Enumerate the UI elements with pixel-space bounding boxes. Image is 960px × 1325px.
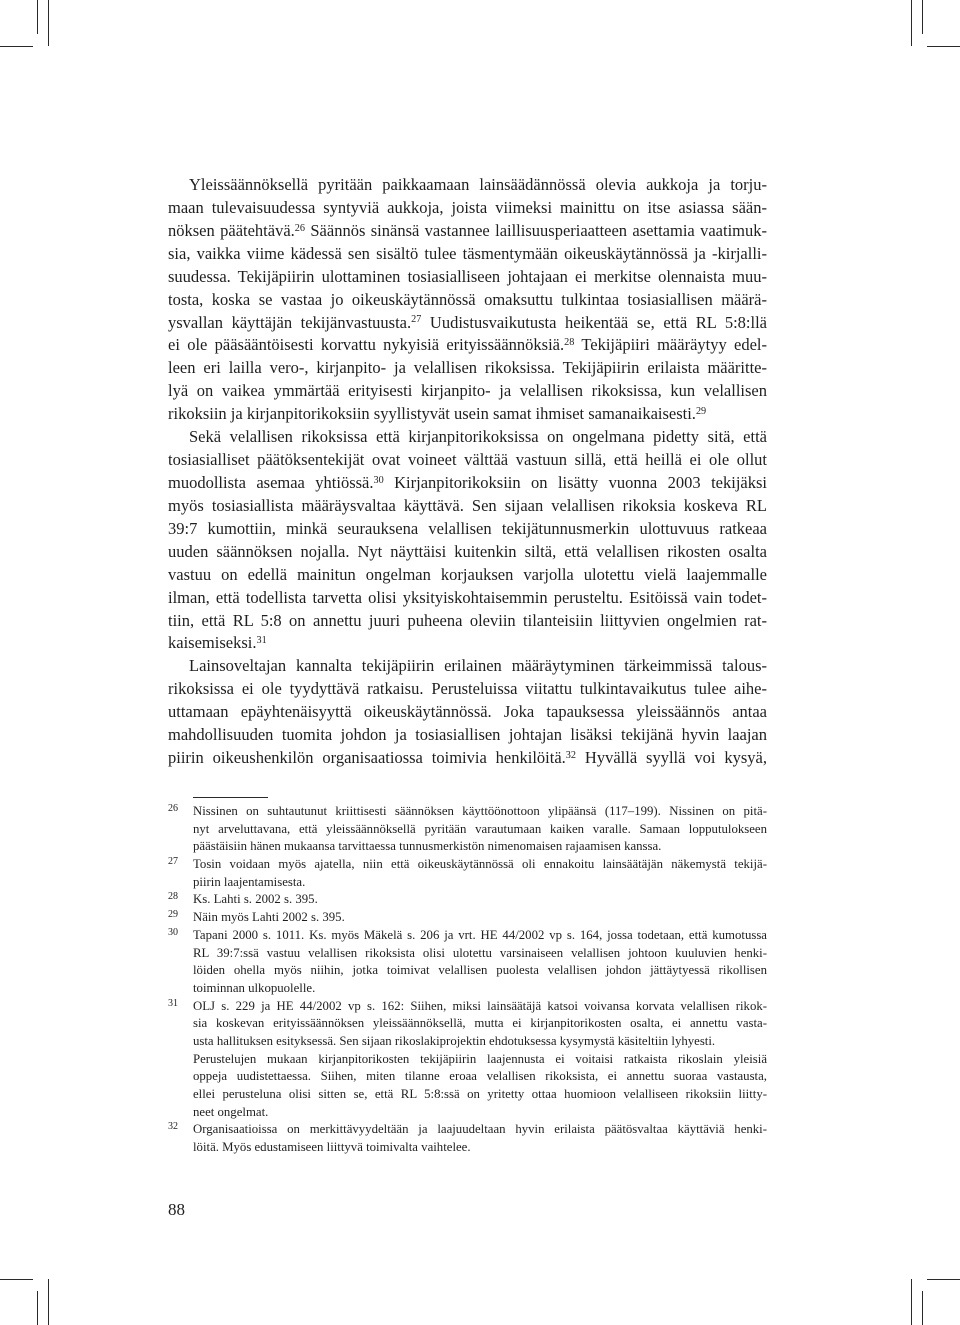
- footnote-number: 29: [168, 909, 178, 921]
- footnote: [168, 909, 767, 927]
- footnote-number: 26: [168, 803, 178, 814]
- footnote-reference: 26: [294, 222, 305, 234]
- text-line: [168, 632, 767, 655]
- text-segment: ysvallan käyttäjän tekijänvastuusta.: [168, 312, 412, 332]
- footnote: [168, 927, 767, 998]
- text-line: tosta, koska se vastaa jo oikeuskäytännössä omaksuttu tulkintaa tosiasiallisen määrä-: [168, 289, 767, 309]
- footnote-number: 27: [168, 856, 178, 868]
- footnote-line: Organisaatioissa on merkittävyydeltään ja laajuudeltaan hyvin erilaista päätösvaltaa käyttäviä henki-: [193, 1122, 767, 1137]
- crop-mark-line: [0, 1279, 33, 1280]
- text-segment: Kirjanpitorikoksiin on lisätty vuonna 2003 tekijäksi: [383, 472, 767, 492]
- text-segment: Hyvällä syyllä voi kysyä,: [576, 748, 767, 768]
- footnote-line: OLJ s. 229 ja HE 44/2002 vp s. 162: Siihen, miksi lainsäätäjä katsoi voivansa korvata velallisen rikok-: [193, 998, 767, 1013]
- text-segment: muodollista asemaa yhtiössä.: [168, 472, 374, 492]
- footnote-reference: 29: [695, 406, 707, 418]
- text-segment: ei ole pääsääntöisesti korvattu nykyisiä erityissäännöksiä.: [168, 335, 565, 355]
- text-segment: Uudistusvaikutusta heikentää se, että RL 5:8:llä: [421, 312, 767, 332]
- text-line: leen eri lailla vero-, kirjanpito- ja velallisen rikoksissa. Tekijäpiirin erilaista määritte-: [168, 358, 767, 378]
- text-line: [168, 403, 767, 426]
- footnote-number: 32: [168, 1121, 178, 1133]
- footnotes: [168, 803, 767, 1157]
- footnote-line: Perustelujen mukaan kirjanpitorikosten tekijäpiirin laajennusta ei voitaisi ratkaista rikoslain yleisiä: [193, 1051, 767, 1066]
- text-line: [168, 747, 767, 770]
- crop-mark-line: [37, 0, 38, 34]
- page-number: 88: [168, 1200, 185, 1219]
- text-line: tosiasialliset päätöksentekijät ovat voineet välttää vastuun sillä, että heillä ei ole ollut: [168, 450, 767, 470]
- footnote-line: ellei perusteluna olisi sitten se, että RL 5:8:ssä on yritetty ottaa huomioon velalliseen rikoksiin liitty-: [193, 1087, 767, 1101]
- footnote-reference: 31: [256, 635, 267, 647]
- footnote-separator: [193, 797, 268, 798]
- crop-mark-line: [48, 1279, 49, 1325]
- text-line: sia, vaikka viime kädessä sen sisältö tulee täsmentymään oikeuskäytännössä ja -kirjalli-: [168, 243, 767, 263]
- crop-mark-line: [911, 1279, 912, 1325]
- footnote: [168, 998, 767, 1122]
- text-line: Sekä velallisen rikoksissa että kirjanpitorikoksissa on ongelmana pidetty sitä, että: [189, 427, 767, 447]
- text-line: Yleissäännöksellä pyritään paikkaamaan lainsäädännössä olevia aukkoja ja torju-: [189, 175, 767, 194]
- crop-mark-line: [0, 46, 33, 47]
- footnote: [168, 1121, 767, 1156]
- body-text: [168, 174, 767, 770]
- footnote: [168, 803, 767, 856]
- crop-mark-line: [37, 1291, 38, 1325]
- paragraph: [168, 655, 767, 770]
- footnote-number: 28: [168, 891, 178, 903]
- footnote-number: 31: [168, 997, 178, 1009]
- text-line: uttamaan epäyhtenäisyyttä oikeuskäytännössä. Joka tapauksessa yleissäännös antaa: [168, 702, 767, 722]
- crop-mark-line: [911, 0, 912, 46]
- footnote-line: oppeja uudistettaessa. Siihen, miten tilanne eroaa velallisen rikoksista, ei annettu suoraa vastausta,: [193, 1069, 767, 1084]
- text-line: [168, 334, 767, 357]
- text-line: uuden säännöksen nojalla. Nyt näyttäisi kuitenkin siltä, että velallisen rikosten osalta: [168, 541, 767, 561]
- text-line: [168, 220, 767, 243]
- text-line: [168, 312, 767, 335]
- footnote: [168, 891, 767, 909]
- text-line: mahdollisuuden tuomita johdon ja tosiasiallisen johtajan lisäksi tekijänä hyvin laajan: [168, 725, 767, 745]
- text-line: vastuu on edellä mainitun ongelman korjauksen varjolla ulotettu vielä laajemmalle: [168, 564, 767, 584]
- crop-mark-line: [922, 0, 923, 34]
- crop-mark-line: [48, 0, 49, 46]
- footnote-number: 30: [168, 926, 178, 938]
- footnote-reference: 28: [564, 337, 575, 349]
- crop-mark-line: [927, 46, 960, 47]
- footnote-line: Tapani 2000 s. 1011. Ks. myös Mäkelä s. 206 ja vrt. HE 44/2002 vp s. 164, jossa todetaan, että kumotussa: [193, 927, 767, 942]
- footnote-line: RL 39:7:ssä vastuu velallisen rikoksista olisi ulotettu varsinaiseen velallisen johtoon kuuluvien henki-: [193, 945, 767, 960]
- text-line: Lainsoveltajan kannalta tekijäpiirin erilainen määräytyminen tärkeimmissä talous-: [189, 656, 767, 676]
- footnote-line: Näin myös Lahti 2002 s. 395.: [193, 910, 345, 925]
- footnote-line: neet ongelmat.: [193, 1104, 269, 1119]
- footnote-line: löitä. Myös edustamiseen liittyvä toimivalta vaihtelee.: [193, 1140, 471, 1155]
- text-segment: kaisemiseksi.: [168, 633, 257, 653]
- text-line: ilman, että todellista tarvetta olisi yksityiskohtaisemmin perusteltu. Esitöissä vain todet-: [168, 587, 767, 607]
- crop-mark-line: [922, 1291, 923, 1325]
- paragraph: [168, 426, 767, 655]
- text-line: lyä on vaikea ymmärtää erityisesti kirjanpito- ja velallisen rikoksissa, kun velallisen: [168, 381, 767, 401]
- footnote-line: päästäisiin hänen mukaansa tarvittaessa tunnusmerkistön nimenomaisen rajaamisen kanssa.: [193, 839, 662, 854]
- footnote-reference: 27: [411, 314, 422, 326]
- paragraph: [168, 174, 767, 426]
- footnote-line: sia koskevan erityissäännöksen yleissäännöksellä, mutta ei kirjanpitorikosten osalta, ei annettu vasta-: [193, 1016, 767, 1031]
- footnote-line: Ks. Lahti s. 2002 s. 395.: [193, 892, 318, 907]
- text-line: suudessa. Tekijäpiirin ulottaminen tosiasialliseen johtajaan ei merkitse olennaista muu-: [168, 266, 767, 286]
- text-line: rikoksissa ei ole tyydyttävä ratkaisu. Perusteluissa viitattu tulkintavaikutus tulee aihe-: [168, 679, 767, 699]
- footnote-reference: 30: [373, 474, 384, 486]
- text-segment: rikoksiin ja kirjanpitorikoksiin syyllistyvät usein samat ihmiset samanaikaisesti.: [168, 404, 696, 424]
- footnote-line: usta hallituksen esityksessä. Sen sijaan rikoslakiprojektin ehdotuksessa kysymystä käsiteltiin lyhyesti.: [193, 1033, 716, 1048]
- footnote-line: löiden ohella myös niihin, jotka toimivat velallisen puolesta velallisen johdon jättäytyessä rikollisen: [193, 963, 767, 978]
- footnote-line: Tosin voidaan myös ajatella, niin että oikeuskäytännössä oli ennakoitu lainsäätäjän näkemystä tekijä-: [193, 857, 767, 872]
- footnote-reference: 32: [565, 749, 577, 761]
- text-segment: Säännös sinänsä vastannee laillisuusperiaatteen asettamia vaatimuk-: [305, 220, 768, 240]
- text-line: tiin, että RL 5:8 on annettu juuri puheena oleviin tilanteisiin liittyvien ongelmien rat-: [168, 610, 767, 630]
- text-line: maan tulevaisuudessa syntyviä aukkoja, joista viimeksi mainittu on itse asiassa sään-: [168, 197, 767, 217]
- text-segment: Tekijäpiiri määräytyy edel-: [574, 335, 767, 355]
- text-segment: nöksen päätehtävä.: [168, 220, 295, 240]
- footnote: [168, 856, 767, 891]
- text-line: 39:7 kumottiin, minkä seurauksena velallisen tekijätunnusmerkin ulottuvuus ratkeaa: [168, 518, 767, 538]
- crop-mark-line: [927, 1279, 960, 1280]
- text-line: myös tosiasiallista määräysvaltaa käyttävä. Sen sijaan velallisen rikoksia koskeva RL: [168, 495, 767, 515]
- footnote-line: piirin laajentamisesta.: [193, 874, 306, 889]
- text-segment: piirin oikeushenkilön organisaatiossa toimivia henkilöitä.: [168, 748, 566, 768]
- footnote-line: Nissinen on suhtautunut kriittisesti säännöksen käyttöönottoon ylipäänsä (117–199). Nissinen on pitä-: [193, 804, 767, 818]
- text-line: [168, 472, 767, 495]
- footnote-line: toiminnan ulkopuolelle.: [193, 980, 316, 995]
- footnote-line: nyt arveluttavana, että yleissäännöksellä pyritään varautumaan kaiken varalle. Samaan lopputulokseen: [193, 821, 767, 836]
